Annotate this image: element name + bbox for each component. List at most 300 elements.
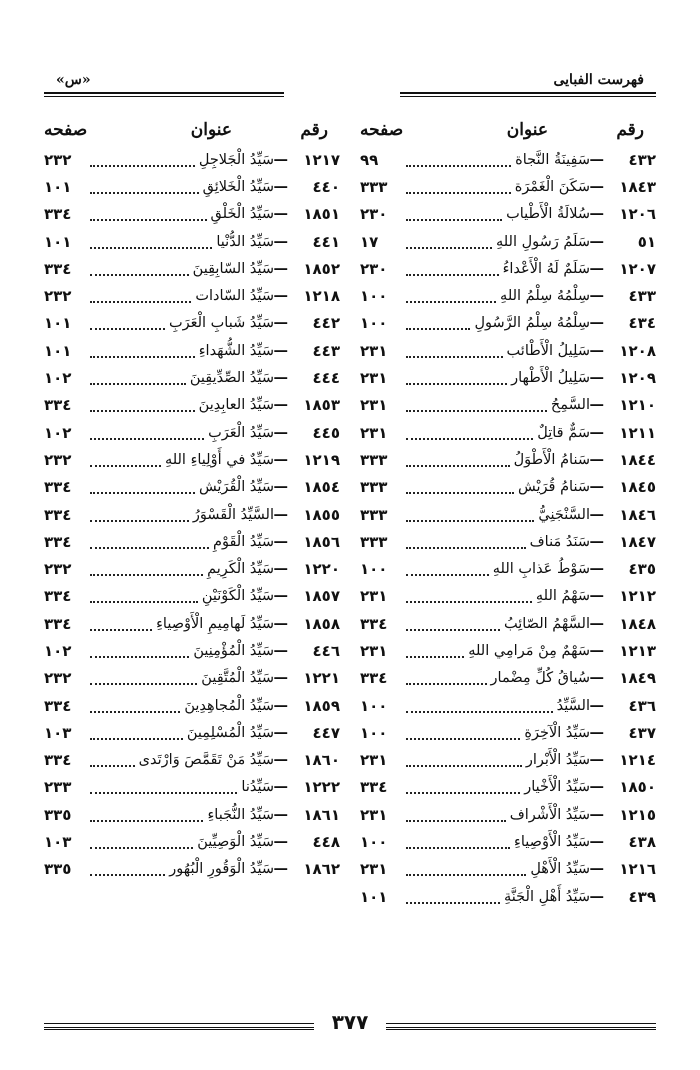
- index-entry: [360, 828, 656, 855]
- entry-dash: —: [589, 178, 604, 195]
- entry-title: سَيِّدُ شَبابِ الْعَرَبِ: [168, 315, 274, 332]
- dot-leader: [90, 289, 191, 303]
- entry-title: سِلْمُهُ سِلْمُ اللهِ: [500, 288, 590, 305]
- index-entry: [360, 228, 656, 255]
- index-entry: [360, 610, 656, 637]
- entry-number: ١٢١٠: [619, 396, 656, 415]
- dot-leader: [406, 289, 496, 303]
- entry-page: ١٠٠: [360, 287, 388, 306]
- dot-leader: [90, 808, 203, 822]
- index-entry: [44, 637, 340, 664]
- entry-title: سَيِّدُ الْمُسْلِمِينَ: [186, 724, 274, 741]
- entry-page: ٢٣١: [360, 751, 388, 770]
- entry-dash: —: [273, 779, 288, 796]
- index-entry: [44, 774, 340, 801]
- page-header: صفحه: [44, 120, 88, 140]
- dot-leader: [406, 589, 532, 603]
- index-entry: [360, 201, 656, 228]
- entry-dash: —: [273, 260, 288, 277]
- index-entry: [44, 474, 340, 501]
- entry-page: ٣٣٣: [360, 177, 388, 196]
- entry-number: ١٢١٥: [619, 805, 656, 824]
- entry-title: سَيِّدُ الدُّنْيا: [216, 233, 274, 250]
- entry-number: ١٢٠٩: [619, 369, 656, 388]
- entry-title: سَنامُ قُرَيْش: [518, 479, 590, 496]
- entry-title: سَيِّدُ الشُّهَداءِ: [198, 342, 274, 359]
- dot-leader: [90, 699, 180, 713]
- entry-dash: —: [273, 397, 288, 414]
- dot-leader: [406, 371, 507, 385]
- entry-title: سَيِّدٌ في أَوْلِياءِ اللهِ: [164, 451, 274, 468]
- entry-number: ٤٣٨: [628, 833, 656, 852]
- dot-leader: [90, 344, 195, 358]
- entry-dash: —: [589, 533, 604, 550]
- entry-title: سَيِّدُ الْقُرَيْش: [198, 479, 274, 496]
- entry-number: ١٨٦٢: [303, 860, 340, 879]
- entry-number: ٤٤٥: [312, 423, 340, 442]
- dot-leader: [406, 699, 553, 713]
- entry-title: سَيِّدُ الْعَرَبِ: [208, 424, 274, 441]
- entry-number: ١٨٥٧: [303, 587, 340, 606]
- entry-number: ١٢٠٨: [619, 341, 656, 360]
- dot-leader: [90, 862, 165, 876]
- index-column-right: [360, 118, 656, 910]
- index-entry: [44, 282, 340, 309]
- entry-page: ١٠٢: [44, 641, 72, 660]
- dot-leader: [90, 207, 207, 221]
- dot-leader: [90, 153, 195, 167]
- dot-leader: [90, 562, 203, 576]
- entry-title: سَيِّدُ الْخَلْقِ: [210, 206, 274, 223]
- entry-dash: —: [589, 288, 604, 305]
- entry-title: السَّمِحُ: [550, 397, 590, 414]
- entry-number: ١٨٦١: [303, 805, 340, 824]
- index-entry: [360, 583, 656, 610]
- dot-leader: [406, 153, 511, 167]
- entry-dash: —: [273, 451, 288, 468]
- entry-dash: —: [273, 861, 288, 878]
- entry-number: ٤٤١: [312, 232, 340, 251]
- entry-dash: —: [589, 206, 604, 223]
- index-entry: [360, 883, 656, 910]
- index-entry: [360, 282, 656, 309]
- entry-dash: —: [273, 151, 288, 168]
- dot-leader: [406, 180, 511, 194]
- entry-title: سَنامُ الْأَطْوَلُ: [513, 451, 590, 468]
- entry-dash: —: [589, 506, 604, 523]
- entry-number: ١٨٤٥: [619, 478, 656, 497]
- dot-leader: [406, 890, 500, 904]
- entry-dash: —: [273, 561, 288, 578]
- index-entry: [44, 364, 340, 391]
- entry-title: السَّيِّدُ الْقَسْوَرُ: [192, 506, 274, 523]
- dot-leader: [90, 398, 195, 412]
- dot-leader: [406, 344, 503, 358]
- entry-page: ١٠٢: [44, 369, 72, 388]
- entry-dash: —: [589, 451, 604, 468]
- entry-number: ٤٣٩: [628, 887, 656, 906]
- entry-page: ٣٣٤: [44, 696, 72, 715]
- entry-number: ١٨٥٢: [303, 259, 340, 278]
- entry-dash: —: [589, 424, 604, 441]
- entry-dash: —: [273, 479, 288, 496]
- entry-page: ٣٣٤: [44, 532, 72, 551]
- entry-number: ١٢٢٠: [303, 560, 340, 579]
- entry-page: ١٠٠: [360, 560, 388, 579]
- entry-number: ١٨٦٠: [303, 751, 340, 770]
- entry-page: ٣٣٤: [360, 614, 388, 633]
- entry-dash: —: [589, 642, 604, 659]
- entry-title: سَهْمٌ مِنْ مَرامِي اللهِ: [468, 642, 590, 659]
- dot-leader: [406, 207, 502, 221]
- entry-dash: —: [589, 861, 604, 878]
- title-header: عنوان: [506, 120, 548, 140]
- entry-page: ٩٩: [360, 150, 379, 169]
- dot-leader: [406, 235, 492, 249]
- entry-page: ٣٣٣: [360, 532, 388, 551]
- entry-dash: —: [273, 178, 288, 195]
- entry-dash: —: [273, 642, 288, 659]
- entry-number: ١٢٢١: [303, 669, 340, 688]
- dot-leader: [406, 753, 522, 767]
- header-rule-right: [400, 92, 656, 97]
- entry-page: ٢٣٠: [360, 205, 388, 224]
- index-entry: [44, 337, 340, 364]
- index-entry: [360, 337, 656, 364]
- index-entry: [44, 555, 340, 582]
- entry-dash: —: [589, 670, 604, 687]
- entry-number: ١٢٠٦: [619, 205, 656, 224]
- entry-page: ١٠٣: [44, 833, 72, 852]
- entry-number: ٤٣٤: [628, 314, 656, 333]
- dot-leader: [90, 180, 199, 194]
- dot-leader: [406, 808, 506, 822]
- index-entry: [360, 719, 656, 746]
- index-entry: [360, 364, 656, 391]
- entry-dash: —: [589, 479, 604, 496]
- entry-page: ٣٣٤: [44, 587, 72, 606]
- index-entry: [44, 255, 340, 282]
- entry-dash: —: [273, 615, 288, 632]
- entry-dash: —: [273, 506, 288, 523]
- entry-number: ١٨٤٧: [619, 532, 656, 551]
- entry-dash: —: [273, 697, 288, 714]
- dot-leader: [90, 589, 198, 603]
- dot-leader: [406, 617, 500, 631]
- entry-page: ٢٣٣: [44, 778, 72, 797]
- entry-dash: —: [589, 834, 604, 851]
- entry-title: سَيِّدُ الْمُجاهِدِينَ: [184, 697, 274, 714]
- entry-dash: —: [589, 888, 604, 905]
- dot-leader: [406, 480, 514, 494]
- entry-page: ٢٣٢: [44, 669, 72, 688]
- dot-leader: [90, 644, 189, 658]
- dot-leader: [406, 316, 470, 330]
- dot-leader: [90, 726, 183, 740]
- entry-title: سَيِّدُ الْأَهْلِ: [530, 861, 590, 878]
- entry-title: سَيِّدُ الْأَوْصِياءِ: [514, 834, 590, 851]
- entry-title: السَّنْجَنِيُّ: [538, 506, 590, 523]
- entry-dash: —: [589, 724, 604, 741]
- entry-number: ١٢٢٢: [303, 778, 340, 797]
- entry-title: سَيِّدُ الْوَصِيِّينَ: [197, 834, 274, 851]
- entry-title: سَيِّدُ الْآخِرَةِ: [524, 724, 590, 741]
- entry-page: ٣٣٤: [44, 205, 72, 224]
- entry-page: ٢٣١: [360, 396, 388, 415]
- entry-title: سَيِّدُ السّادات: [195, 288, 274, 305]
- entry-page: ١٠١: [44, 314, 72, 333]
- index-entry: [44, 419, 340, 446]
- entry-page: ٢٣١: [360, 423, 388, 442]
- entry-title: سَوْطُ عَذابِ اللهِ: [492, 561, 590, 578]
- entry-title: سَيِّدُ الْكَوْنَيْنِ: [201, 588, 274, 605]
- dot-leader: [406, 562, 489, 576]
- entry-dash: —: [273, 370, 288, 387]
- entry-page: ٣٣٣: [360, 505, 388, 524]
- entry-number: ١٨٥٣: [303, 396, 340, 415]
- column-header: [44, 118, 340, 146]
- entry-page: ٣٣٤: [44, 259, 72, 278]
- entry-number: ٤٤٢: [312, 314, 340, 333]
- entry-page: ٢٣٠: [360, 259, 388, 278]
- index-entry: [360, 801, 656, 828]
- dot-leader: [406, 508, 534, 522]
- dot-leader: [90, 780, 237, 794]
- entry-number: ١٢١٢: [619, 587, 656, 606]
- entry-dash: —: [589, 397, 604, 414]
- dot-leader: [90, 480, 195, 494]
- entry-title: سَهْمُ اللهِ: [535, 588, 590, 605]
- number-header: رقم: [300, 120, 328, 140]
- entry-number: ١٨٥٨: [303, 614, 340, 633]
- index-entry: [360, 146, 656, 173]
- entry-number: ١٢١٨: [303, 287, 340, 306]
- entry-number: ٤٤٦: [312, 641, 340, 660]
- index-entry: [44, 310, 340, 337]
- entry-number: ١٢١٤: [619, 751, 656, 770]
- entry-number: ٤٤٤: [312, 369, 340, 388]
- entry-title: السَّيِّدُ: [556, 697, 590, 714]
- entry-page: ١٠١: [44, 177, 72, 196]
- entry-dash: —: [589, 260, 604, 277]
- entry-title: سَمٌّ قاتِلٌ: [537, 424, 590, 441]
- index-entry: [360, 665, 656, 692]
- index-entry: [360, 692, 656, 719]
- header-rule-left: [44, 92, 284, 97]
- index-entry: [44, 173, 340, 200]
- index-entry: [360, 856, 656, 883]
- entry-title: سِلْمُهُ سِلْمُ الرَّسُولِ: [474, 315, 590, 332]
- entry-number: ٤٣٥: [628, 560, 656, 579]
- index-entry: [44, 446, 340, 473]
- dot-leader: [406, 262, 499, 276]
- index-entry: [44, 501, 340, 528]
- page-header: صفحه: [360, 120, 404, 140]
- entry-page: ٢٣١: [360, 641, 388, 660]
- entry-number: ٤٣٦: [628, 696, 656, 715]
- entry-number: ١٨٥١: [303, 205, 340, 224]
- entry-page: ٢٣١: [360, 805, 388, 824]
- entry-page: ٣٣٤: [44, 478, 72, 497]
- entry-page: ١٠٠: [360, 314, 388, 333]
- entry-page: ٢٣٢: [44, 287, 72, 306]
- dot-leader: [406, 780, 520, 794]
- index-entry: [44, 665, 340, 692]
- entry-dash: —: [273, 752, 288, 769]
- entry-page: ١٠١: [44, 341, 72, 360]
- index-entry: [360, 255, 656, 282]
- dot-leader: [90, 235, 212, 249]
- entry-page: ٣٣٤: [360, 778, 388, 797]
- dot-leader: [90, 835, 193, 849]
- entry-title: سَيِّدُ النُّجَباءِ: [207, 806, 274, 823]
- entry-dash: —: [273, 724, 288, 741]
- index-entry: [44, 692, 340, 719]
- index-entry: [360, 528, 656, 555]
- entry-page: ١٠٢: [44, 423, 72, 442]
- entry-title: سَيِّدُ الْخَلائِقِ: [202, 178, 274, 195]
- entry-dash: —: [589, 342, 604, 359]
- index-entry: [360, 501, 656, 528]
- entry-page: ١٠٣: [44, 723, 72, 742]
- dot-leader: [406, 426, 533, 440]
- index-entry: [44, 228, 340, 255]
- index-entry: [44, 856, 340, 883]
- index-entry: [44, 801, 340, 828]
- entry-title: سَيِّدُ مَنْ تَقَمَّصَ وَارْتَدى: [138, 752, 274, 769]
- entry-page: ٣٣٥: [44, 805, 72, 824]
- entry-page: ٢٣٢: [44, 450, 72, 469]
- entry-dash: —: [273, 533, 288, 550]
- entry-dash: —: [273, 206, 288, 223]
- index-entry: [360, 774, 656, 801]
- entry-title: سَيِّدُ الْمُتَّقِينَ: [201, 670, 274, 687]
- index-entry: [44, 747, 340, 774]
- index-entry: [44, 610, 340, 637]
- dot-leader: [406, 535, 526, 549]
- entry-dash: —: [273, 315, 288, 332]
- entry-title: سُياقُ كُلِّ مِضْمار: [490, 670, 590, 687]
- dot-leader: [406, 835, 510, 849]
- entry-dash: —: [589, 233, 604, 250]
- entry-number: ٤٤٣: [312, 341, 340, 360]
- entry-page: ٣٣٤: [44, 751, 72, 770]
- dot-leader: [90, 508, 189, 522]
- column-header: [360, 118, 656, 146]
- index-entry: [44, 583, 340, 610]
- entry-number: ١٨٤٨: [619, 614, 656, 633]
- entry-number: ١٨٥٩: [303, 696, 340, 715]
- entry-number: ١٨٥٤: [303, 478, 340, 497]
- entry-page: ٢٣٢: [44, 560, 72, 579]
- entry-title: سَيِّدُ الْكَرِيمِ: [207, 561, 274, 578]
- entry-dash: —: [273, 806, 288, 823]
- index-entry: [360, 637, 656, 664]
- entry-page: ٢٣٢: [44, 150, 72, 169]
- entry-dash: —: [589, 315, 604, 332]
- entry-title: سَيِّدُ أَهْلِ الْجَنَّةِ: [504, 888, 590, 905]
- entry-number: ١٨٤٣: [619, 177, 656, 196]
- entry-number: ١٨٤٩: [619, 669, 656, 688]
- entry-page: ٢٣١: [360, 587, 388, 606]
- entry-page: ٣٣٣: [360, 478, 388, 497]
- entry-title: السَّهْمُ الصّائِبُ: [503, 615, 590, 632]
- entry-title: سَيِّدُ الْأَشْراف: [509, 806, 590, 823]
- entry-dash: —: [273, 424, 288, 441]
- index-entry: [360, 392, 656, 419]
- entry-page: ٢٣١: [360, 369, 388, 388]
- entry-title: سَيِّدُ الْأَخْيار: [524, 779, 590, 796]
- index-entry: [44, 719, 340, 746]
- index-entry: [44, 392, 340, 419]
- entry-number: ١٢١٧: [303, 150, 340, 169]
- dot-leader: [90, 535, 209, 549]
- running-header-title: فهرست الفبايى: [553, 72, 644, 88]
- entry-title: سَلِيلُ الْأَطْهار: [511, 370, 590, 387]
- entry-title: سَيِّدُ الْجَلاجِلِ: [198, 151, 274, 168]
- dot-leader: [90, 371, 186, 385]
- entry-dash: —: [273, 834, 288, 851]
- entry-title: سَيِّدُ الْأَبْرار: [525, 752, 590, 769]
- entry-page: ١٠١: [360, 887, 388, 906]
- entry-dash: —: [273, 233, 288, 250]
- entry-page: ٣٣٥: [44, 860, 72, 879]
- dot-leader: [406, 671, 487, 685]
- page-number: ٣٧٧: [331, 1010, 369, 1034]
- entry-number: ١٨٤٦: [619, 505, 656, 524]
- entry-number: ١٢١٩: [303, 450, 340, 469]
- entry-dash: —: [589, 588, 604, 605]
- entry-number: ٥١: [637, 232, 656, 251]
- dot-leader: [90, 617, 152, 631]
- entry-page: ٢٣١: [360, 341, 388, 360]
- entry-page: ١٠٠: [360, 696, 388, 715]
- entry-page: ٣٣٣: [360, 450, 388, 469]
- index-entry: [44, 828, 340, 855]
- entry-number: ١٢١١: [619, 423, 656, 442]
- entry-title: سَنَدُ مَناف: [529, 533, 590, 550]
- index-entry: [44, 146, 340, 173]
- entry-dash: —: [589, 151, 604, 168]
- entry-number: ٤٤٠: [312, 177, 340, 196]
- entry-page: ٣٣٤: [360, 669, 388, 688]
- entry-title: سَفِينَةُ النَّجاة: [515, 151, 590, 168]
- entry-number: ٤٣٧: [628, 723, 656, 742]
- index-column-left: [44, 118, 340, 883]
- index-entry: [360, 474, 656, 501]
- entry-number: ١٢١٣: [619, 641, 656, 660]
- entry-dash: —: [589, 752, 604, 769]
- entry-number: ٤٤٧: [312, 723, 340, 742]
- entry-title: سَيِّدُ العابِدِينَ: [198, 397, 274, 414]
- entry-title: سَيِّدُنا: [241, 779, 274, 796]
- dot-leader: [406, 726, 520, 740]
- entry-dash: —: [589, 806, 604, 823]
- entry-number: ٤٣٣: [628, 287, 656, 306]
- dot-leader: [90, 671, 197, 685]
- entry-title: سَيِّدُ الْوَقُورِ الْبُهُور: [169, 861, 274, 878]
- entry-title: سَيِّدُ الْمُؤْمِنِينَ: [193, 642, 274, 659]
- dot-leader: [406, 453, 510, 467]
- entry-page: ٣٣٤: [44, 505, 72, 524]
- entry-title: سَكَنَ الْغَمْرَة: [514, 178, 590, 195]
- entry-page: ٣٣٤: [44, 614, 72, 633]
- index-entry: [360, 555, 656, 582]
- entry-page: ٢٣١: [360, 860, 388, 879]
- entry-number: ١٨٤٤: [619, 450, 656, 469]
- dot-leader: [90, 316, 165, 330]
- index-entry: [360, 310, 656, 337]
